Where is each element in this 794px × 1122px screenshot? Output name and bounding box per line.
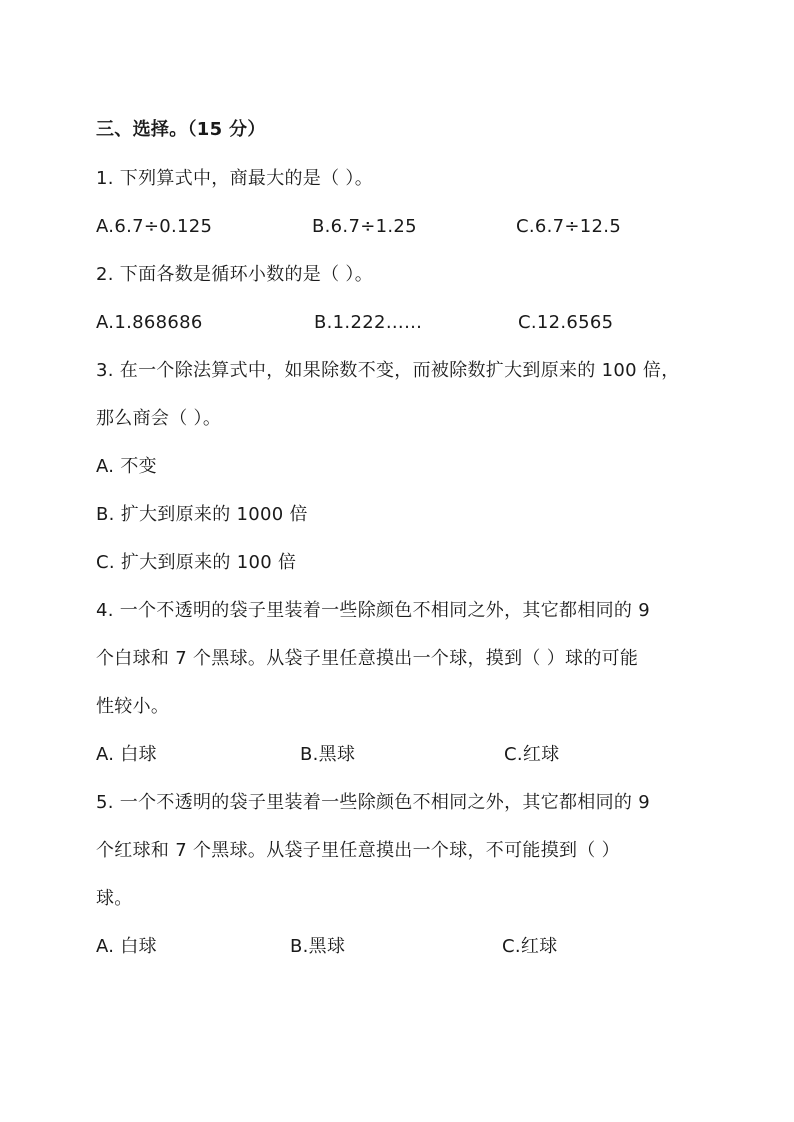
question-4-options xyxy=(96,742,716,768)
question-5-options xyxy=(96,934,716,960)
question-4-text-line-1: 4. 一个不透明的袋子里装着一些除颜色不相同之外，其它都相同的 9 xyxy=(96,600,650,621)
option-a: A.1.868686 xyxy=(96,312,203,333)
question-5-text-line-2: 个红球和 7 个黑球。从袋子里任意摸出一个球，不可能摸到（ ） xyxy=(96,840,620,861)
option-b: B.黑球 xyxy=(290,936,346,957)
question-2-options xyxy=(96,310,716,336)
question-4-text-line-2: 个白球和 7 个黑球。从袋子里任意摸出一个球，摸到（ ）球的可能 xyxy=(96,648,639,669)
question-3-option-a: A. 不变 xyxy=(96,456,157,477)
option-b: B.黑球 xyxy=(300,744,356,765)
option-c: C.红球 xyxy=(502,936,558,957)
option-b: B.6.7÷1.25 xyxy=(312,216,417,237)
option-b: B.1.222…… xyxy=(314,312,423,333)
question-3-option-b: B. 扩大到原来的 1000 倍 xyxy=(96,504,308,525)
question-1-options xyxy=(96,214,716,240)
question-3-option-c: C. 扩大到原来的 100 倍 xyxy=(96,552,297,573)
option-a: A. 白球 xyxy=(96,936,157,957)
section-title: 三、选择。（15 分） xyxy=(96,119,266,140)
question-3-text-line-2: 那么商会（ ）。 xyxy=(96,408,222,429)
question-5-text-line-3: 球。 xyxy=(96,888,133,909)
question-5-text-line-1: 5. 一个不透明的袋子里装着一些除颜色不相同之外，其它都相同的 9 xyxy=(96,792,650,813)
option-a: A. 白球 xyxy=(96,744,157,765)
option-a: A.6.7÷0.125 xyxy=(96,216,213,237)
question-3-text-line-1: 3. 在一个除法算式中，如果除数不变，而被除数扩大到原来的 100 倍， xyxy=(96,360,680,381)
option-c: C.12.6565 xyxy=(518,312,614,333)
question-1-text: 1. 下列算式中，商最大的是（ ）。 xyxy=(96,168,374,189)
option-c: C.红球 xyxy=(504,744,560,765)
question-4-text-line-3: 性较小。 xyxy=(96,696,170,717)
option-c: C.6.7÷12.5 xyxy=(516,216,622,237)
question-2-text: 2. 下面各数是循环小数的是（ ）。 xyxy=(96,264,374,285)
